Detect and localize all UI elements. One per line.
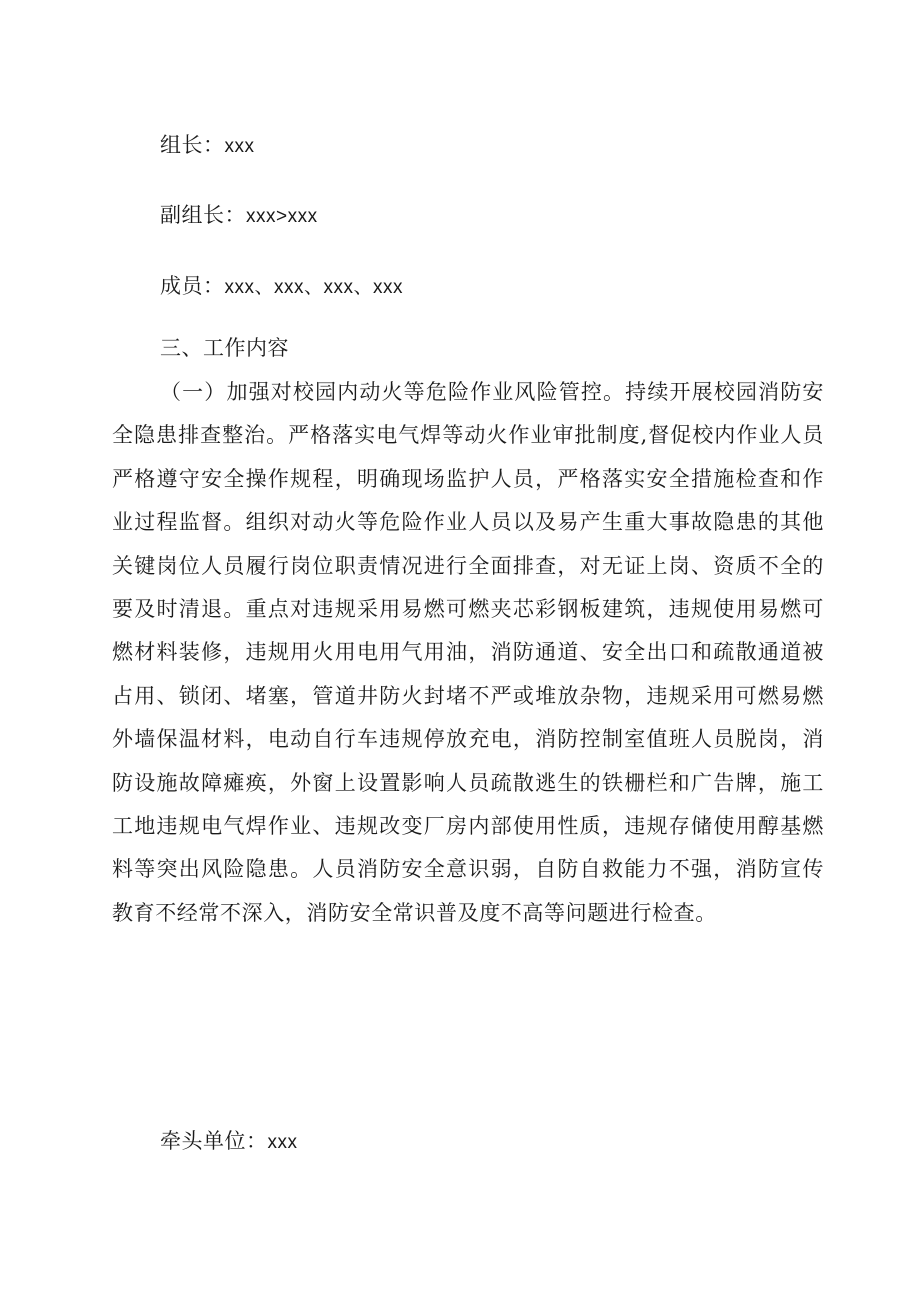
paragraph-work-content-1: （一）加强对校园内动火等危险作业风险管控。持续开展校园消防安全隐患排查整治。严格落实电气焊等动火作业审批制度,督促校内作业人员严格遵守安全操作规程，明确现场监护人员，严格落实安全措施检查和作业过程监督。组织对动火等危险作业人员以及易产生重大事故隐患的其他关键岗位人员履行岗位职责情况进行全面排查，对无证上岗、资质不全的要及时清退。重点对违规采用易燃可燃夹芯彩钢板建筑，违规使用易燃可燃材料装修，违规用火用电用气用油，消防通道、安全出口和疏散通道被占用、锁闭、堵塞，管道井防火封堵不严或堆放杂物，违规采用可燃易燃外墙保温材料，电动自行车违规停放充电，消防控制室值班人员脱岗，消防设施故障瘫痪，外窗上设置影响人员疏散逃生的铁栅栏和广告牌，施工工地违规电气焊作业、违规改变厂房内部使用性质，违规存储使用醇基燃料等突出风险隐患。人员消防安全意识弱，自防自救能力不强，消防宣传教育不经常不深入，消防安全常识普及度不高等问题进行检查。 — [112, 380, 824, 925]
leader-line — [160, 130, 255, 162]
leader-value: xxx — [224, 136, 255, 157]
deputy-leader-line — [160, 200, 318, 232]
deputy-leader-value: xxx>xxx — [246, 206, 318, 227]
lead-unit-label: 牵头单位： — [160, 1129, 268, 1153]
deputy-leader-label: 副组长： — [160, 203, 246, 227]
members-value: xxx、xxx、xxx、xxx — [224, 277, 404, 298]
lead-unit-line — [160, 1126, 298, 1158]
leader-label: 组长： — [160, 133, 225, 157]
members-label: 成员： — [160, 274, 225, 298]
section-heading: 三、工作内容 — [160, 336, 289, 360]
lead-unit-value: xxx — [267, 1132, 298, 1153]
members-line — [160, 271, 403, 303]
